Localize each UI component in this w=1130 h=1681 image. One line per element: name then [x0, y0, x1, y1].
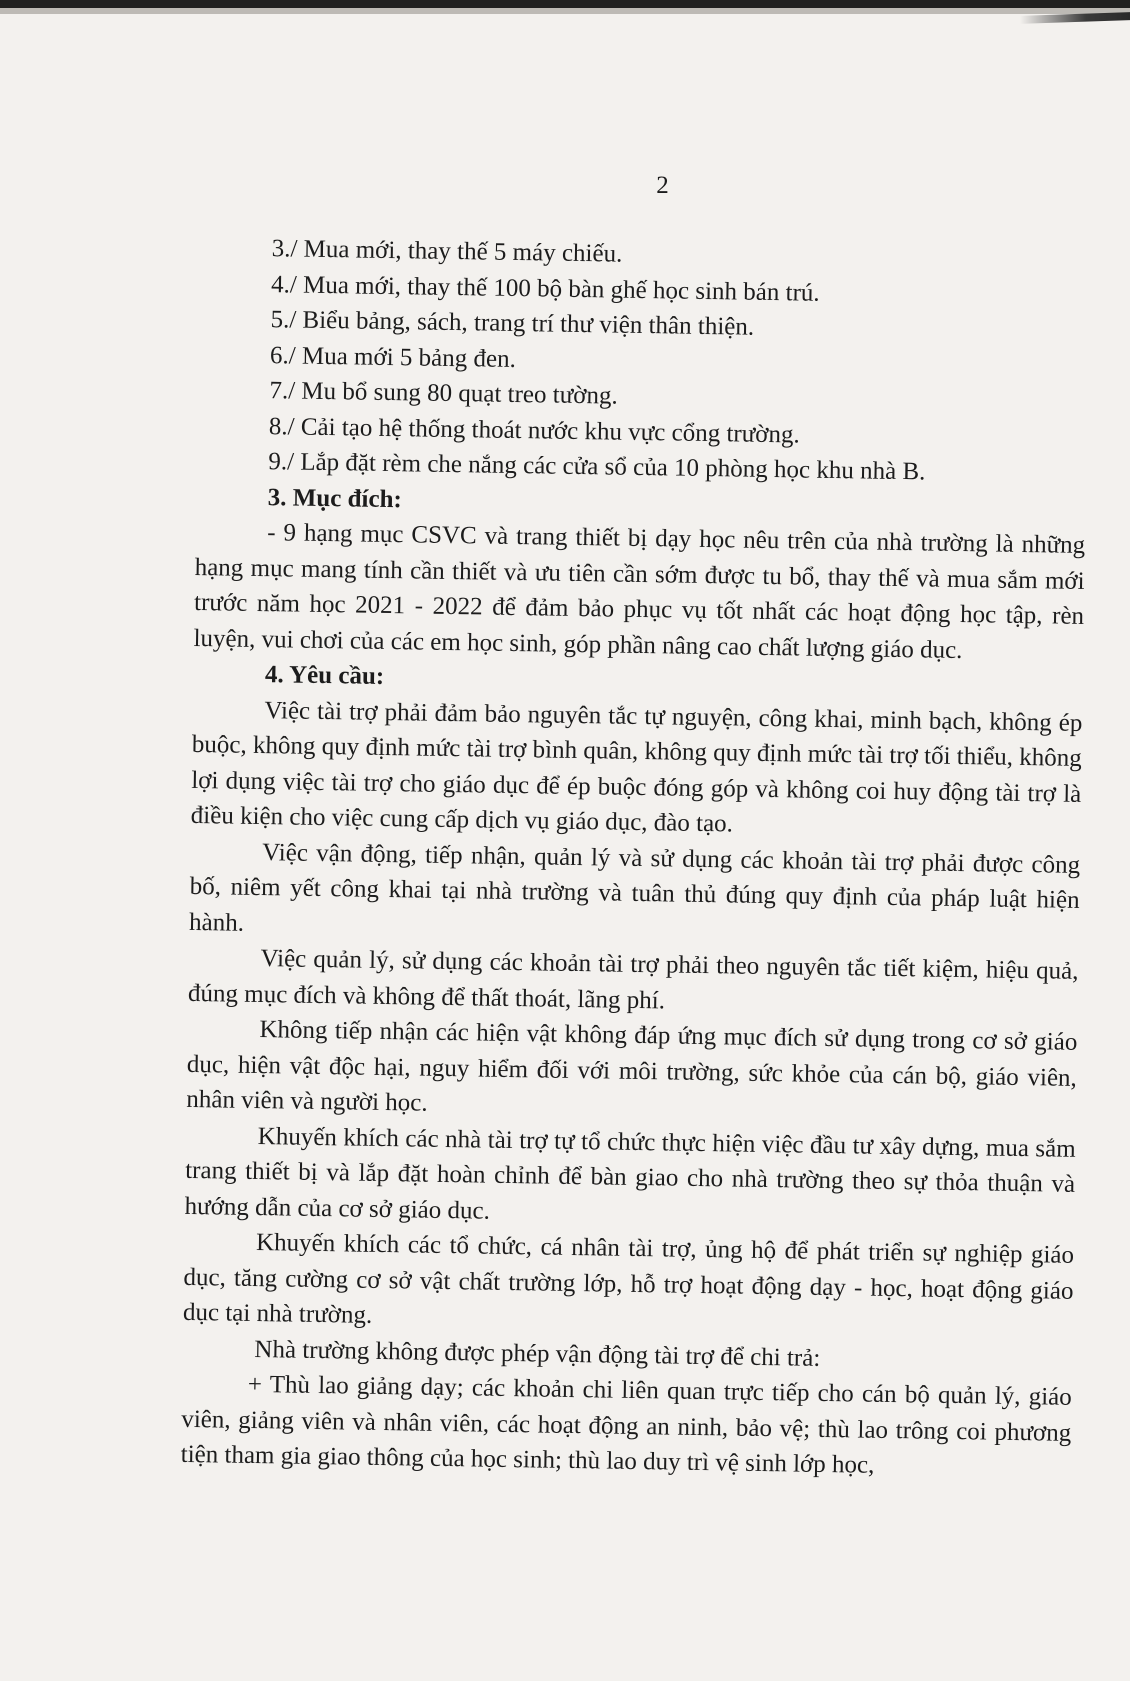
section-paragraph: Việc tài trợ phải đảm bảo nguyên tắc tự nguyện, công khai, minh bạch, không ép buộc, không quy định mức tài trợ bình quân, không quy định mức tài trợ tối thiểu, không lợi dụng việc tài trợ cho giáo dục để ép buộc đóng góp và không coi huy động tài trợ là điều kiện cho việc cung cấp dịch vụ giáo dục, đào tạo.	[190, 696, 1083, 838]
section-paragraph: Khuyến khích các nhà tài trợ tự tổ chức thực hiện việc đầu tư xây dựng, mua sắm trang thiết bị và lắp đặt hoàn chỉnh để bàn giao cho nhà trường theo sự thỏa thuận và hướng dẫn của cơ sở giáo dục.	[184, 1122, 1076, 1225]
list-item: 7./ Mu bổ sung 80 quạt treo tường.	[269, 377, 618, 410]
list-item: 3./ Mua mới, thay thế 5 máy chiếu.	[271, 235, 623, 268]
section-paragraph: Không tiếp nhận các hiện vật không đáp ứng mục đích sử dụng trong cơ sở giáo dục, hiện vật độc hại, nguy hiểm đối với môi trường, sức khỏe của cán bộ, giáo viên, nhân viên và người học.	[186, 1016, 1078, 1117]
section-paragraph: Việc vận động, tiếp nhận, quản lý và sử dụng các khoản tài trợ phải được công bố, niêm yết công khai tại nhà trường và tuân thủ đúng quy định của pháp luật hiện hành.	[188, 838, 1081, 937]
list-item: 5./ Biểu bảng, sách, trang trí thư viện thân thiện.	[270, 306, 755, 341]
list-item: 4./ Mua mới, thay thế 100 bộ bàn ghế học sinh bán trú.	[270, 270, 820, 307]
section-paragraph: Nhà trường không được phép vận động tài trợ để chi trả:	[254, 1335, 821, 1372]
section-heading-muc-dich: 3. Mục đích:	[267, 483, 403, 513]
section-paragraph: Khuyến khích các tổ chức, cá nhân tài trợ, ủng hộ để phát triển sự nghiệp giáo dục, tăng cường cơ sở vật chất trường lớp, hỗ trợ hoạt động dạy - học, hoạt động giáo dục tại nhà trường.	[182, 1229, 1075, 1329]
document-body	[180, 230, 1089, 1486]
section-paragraph: - 9 hạng mục CSVC và trang thiết bị dạy học nêu trên của nhà trường là những hạng mục mang tính cần thiết và ưu tiên cần sớm được tu bổ, thay thế và mua sắm mới trước năm học 2021 - 2022 để đảm bảo phục vụ tốt nhất các hoạt động học tập, rèn luyện, vui chơi của các em học sinh, góp phần nâng cao chất lượng giáo dục.	[193, 519, 1086, 664]
plus-item: + Thù lao giảng dạy; các khoản chi liên quan trực tiếp cho cán bộ quản lý, giáo viên, giảng viên và nhân viên, các hoạt động an ninh, bảo vệ; thù lao trông coi phương tiện tham gia giao thông của học sinh; thù lao duy trì vệ sinh lớp học,	[180, 1370, 1072, 1479]
list-item: 9./ Lắp đặt rèm che nắng các cửa sổ của 10 phòng học khu nhà B.	[268, 448, 926, 486]
section-paragraph: Việc quản lý, sử dụng các khoản tài trợ phải theo nguyên tắc tiết kiệm, hiệu quả, đúng mục đích và không để thất thoát, lãng phí.	[187, 945, 1079, 1014]
list-item: 8./ Cải tạo hệ thống thoát nước khu vực cổng trường.	[268, 412, 800, 448]
section-heading-yeu-cau: 4. Yêu cầu:	[264, 661, 385, 690]
page-number: 2	[656, 172, 669, 199]
list-item: 6./ Mua mới 5 bảng đen.	[269, 341, 517, 373]
